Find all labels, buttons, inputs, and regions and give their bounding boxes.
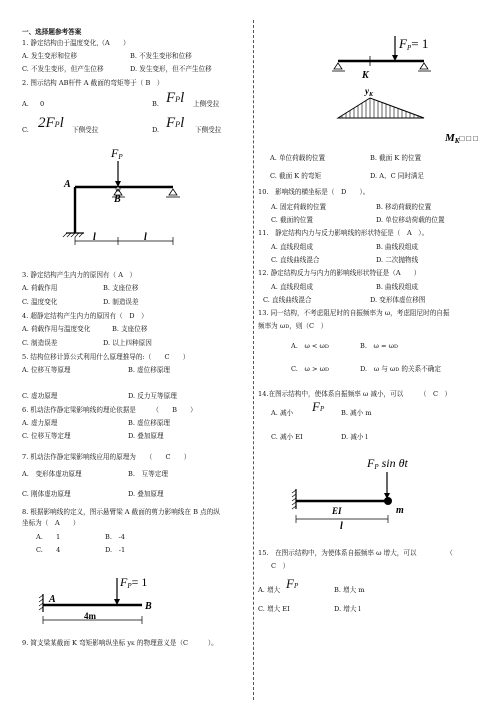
- q3-option-d: D. 制造误差: [103, 298, 139, 306]
- section-title: 一、选择题参考答案: [22, 28, 82, 36]
- q11-stem: 11. 静定结构内力与反力影响线的形状特征是（ A ）。: [258, 229, 429, 237]
- fig9-influence-line: [338, 98, 424, 118]
- q10-option-d: D. 单位移动荷载的位置: [376, 216, 445, 224]
- q7-option-a: A. 变形体虚功原理: [22, 470, 82, 478]
- fig9-support-right: [420, 63, 428, 69]
- q3-option-c: C. 温度变化: [22, 298, 58, 306]
- q4-option-d: D. 以上四种原因: [103, 339, 152, 347]
- q14-option-d: D. 减小 l: [341, 433, 368, 441]
- q5-stem: 5. 结构位移计算公式利用什么原理推导的:（ C ）: [22, 353, 190, 361]
- q10-option-a: A. 固定荷载的位置: [271, 203, 327, 211]
- q7-option-c: C. 刚体虚功原理: [22, 490, 71, 498]
- q8-option-c: C. 4: [36, 546, 61, 554]
- q8-option-d: D. -1: [105, 546, 126, 554]
- fig2-dim-label-2: l: [144, 232, 147, 243]
- fig14-dimension-label: l: [340, 521, 343, 532]
- q11-option-a: A. 直线段组成: [271, 243, 313, 251]
- q13-option-b: B. ω = ωD: [360, 342, 399, 350]
- fig9-support-left: [334, 63, 342, 69]
- fig8-dimension-label: 4m: [84, 611, 96, 621]
- q12-stem: 12. 静定结构反力与内力的影响线形状特征是（A ）: [258, 269, 421, 277]
- q2-option-c-note: 下侧受拉: [72, 126, 99, 134]
- q15-option-b: B. 增大 m: [334, 586, 365, 594]
- q6-option-a: A. 虚力原理: [22, 419, 58, 427]
- q13-option-a: A. ω < ωD: [291, 342, 329, 350]
- q4-option-c: C. 制造误差: [22, 339, 58, 347]
- q2-option-c-label: C.: [22, 126, 29, 134]
- q5-option-d: D. 反力互等原理: [128, 392, 177, 400]
- q5-option-c: C. 虚功原理: [22, 392, 58, 400]
- q6-option-d: D. 叠加原理: [128, 432, 164, 440]
- q10-stem: 10. 影响线的横坐标是（ D ）。: [258, 188, 370, 196]
- q14-stem: 14.在图示结构中，使体系自振频率 ω 减小，可以 （ C ）: [258, 390, 452, 398]
- q2-option-d-label: D.: [152, 126, 160, 134]
- q2-option-c-formula: 2FPl: [38, 115, 64, 131]
- q14-option-a: A. 减小: [271, 409, 294, 417]
- q2-frame-figure: [55, 145, 195, 255]
- q11-option-b: B. 曲线段组成: [376, 243, 419, 251]
- fig8-label-a: A: [49, 594, 56, 605]
- q14-mass-figure: [290, 455, 430, 540]
- q15-stem-line1: 15. 在图示结构中，为使体系自振频率 ω 增大，可以 （: [258, 549, 453, 557]
- q2-option-d-note: 下侧受拉: [195, 126, 222, 134]
- q8-cantilever-figure: [38, 572, 168, 627]
- q5-option-b: B. 虚位移原理: [128, 366, 171, 374]
- q5-option-a: A. 位移互等原理: [22, 366, 71, 374]
- q2-stem: 2. 图示结构 AB杆件 A 截面的弯矩等于（ B ）: [22, 79, 164, 87]
- q12-option-c: C. 直线曲线混合: [263, 296, 312, 304]
- fig2-load-label: FP: [111, 146, 123, 161]
- q6-option-c: C. 位移互等定理: [22, 432, 71, 440]
- q12-option-d: D. 变形体虚位移图: [370, 296, 426, 304]
- q8-stem-line1: 8. 根据影响线的定义，图示悬臂梁 A 截面的剪力影响线在 B 点的纵: [22, 508, 220, 516]
- q13-stem-line1: 13. 同一结构，不考虑阻尼时的自振频率为 ω，考虑阻尼时的自振: [258, 309, 450, 317]
- fig14-label-ei: EI: [332, 506, 342, 516]
- q14-option-a-symbol: FP: [312, 399, 325, 414]
- q2-option-a-label: A.: [22, 100, 29, 108]
- q1-option-c: C. 不发生变形，但产生位移: [22, 65, 104, 73]
- fig2-dim-label-1: l: [93, 232, 96, 243]
- q2-option-b-formula: FPl: [166, 90, 185, 106]
- q9-stem: 9. 简支梁某截面 K 弯矩影响纵坐标 yK 的物理意义是（C ）。: [22, 639, 218, 647]
- q2-option-a-value: 0: [40, 100, 45, 108]
- q2-option-b-label: B.: [152, 100, 159, 108]
- q15-option-d: D. 增大 l: [334, 605, 361, 613]
- column-divider: [253, 20, 254, 700]
- q11-option-c: C. 直线曲线混合: [271, 256, 320, 264]
- fig9-label-yk: $y_K$: [365, 86, 374, 98]
- q6-option-b: B. 虚位移原理: [128, 419, 171, 427]
- fig2-label-b: B: [114, 194, 121, 205]
- fig14-mass: [384, 497, 392, 505]
- q3-option-a: A. 荷载作用: [22, 284, 58, 292]
- q12-option-b: B. 曲线段组成: [376, 283, 419, 291]
- q9-option-d: D. A、C 同时满足: [370, 172, 425, 180]
- fig9-label-k: K: [362, 70, 369, 81]
- q10-option-c: C. 截面的位置: [271, 216, 313, 224]
- q1-option-d: D. 发生变形，但不产生位移: [130, 65, 212, 73]
- q9-influence-figure: [328, 30, 498, 150]
- fig8-label-b: B: [145, 601, 152, 612]
- q10-option-b: B. 移动荷载的位置: [376, 203, 432, 211]
- q2-option-b-note: 上侧受拉: [193, 100, 220, 108]
- q4-option-a: A. 荷载作用与温度变化: [22, 325, 91, 333]
- q12-option-a: A. 直线段组成: [271, 283, 313, 291]
- q9-option-c: C. 截面 K 的弯矩: [270, 172, 322, 180]
- q4-stem: 4. 超静定结构产生内力的原因有（ D ）: [22, 312, 148, 320]
- q1-option-a: A. 发生变形和位移: [22, 52, 78, 60]
- q2-option-d-formula: FPl: [166, 115, 185, 131]
- q14-option-c: C. 减小 EI: [271, 433, 303, 441]
- q9-option-a: A. 单位荷载的位置: [270, 154, 326, 162]
- q3-stem: 3. 静定结构产生内力的原因有（ A ）: [22, 271, 137, 279]
- q13-option-c: C. ω > ωD: [291, 365, 329, 373]
- q1-option-b: B. 不发生变形和位移: [130, 52, 192, 60]
- q6-stem: 6. 机动法作静定梁影响线的理论依据是 （ B ）: [22, 406, 197, 414]
- q15-option-a-symbol: FP: [286, 576, 299, 591]
- fig9-label-mk: MK□ □ □: [445, 132, 478, 145]
- fig8-load-label: FP= 1: [120, 575, 148, 590]
- q7-option-d: D. 叠加原理: [128, 490, 164, 498]
- fig2-label-a: A: [64, 179, 71, 190]
- fig14-label-m: m: [396, 505, 404, 516]
- q1-stem: 1. 静定结构由于温度变化,（A ）: [22, 39, 130, 47]
- q15-stem-line2: C ）: [271, 562, 290, 570]
- q8-option-b: B. -4: [105, 533, 125, 541]
- q14-option-b: B. 减小 m: [341, 409, 372, 417]
- q8-stem-line2: 坐标为（ A ）: [22, 519, 80, 527]
- q7-stem: 7. 机动法作静定梁影响线应用的原理为 （ C ）: [22, 453, 191, 461]
- q15-option-a: A. 增大: [258, 586, 281, 594]
- fig14-load-label: FP sin θt: [367, 456, 408, 471]
- q13-option-d: D. ω 与 ωD 的关系不确定: [360, 365, 441, 373]
- q9-option-b: B. 截面 K 的位置: [370, 154, 422, 162]
- q3-option-b: B. 支座位移: [103, 284, 139, 292]
- q7-option-b: B. 互等定理: [128, 470, 168, 478]
- fig2-support-c: [169, 189, 177, 195]
- q4-option-b: B. 支座位移: [112, 325, 148, 333]
- q8-option-a: A. 1: [36, 533, 61, 541]
- q13-stem-line2: 频率为 ωD，则（C ）: [258, 322, 328, 330]
- q15-option-c: C. 增大 EI: [258, 605, 290, 613]
- q11-option-d: D. 二次抛物线: [376, 256, 419, 264]
- fig9-load-label: FP= 1: [399, 36, 429, 52]
